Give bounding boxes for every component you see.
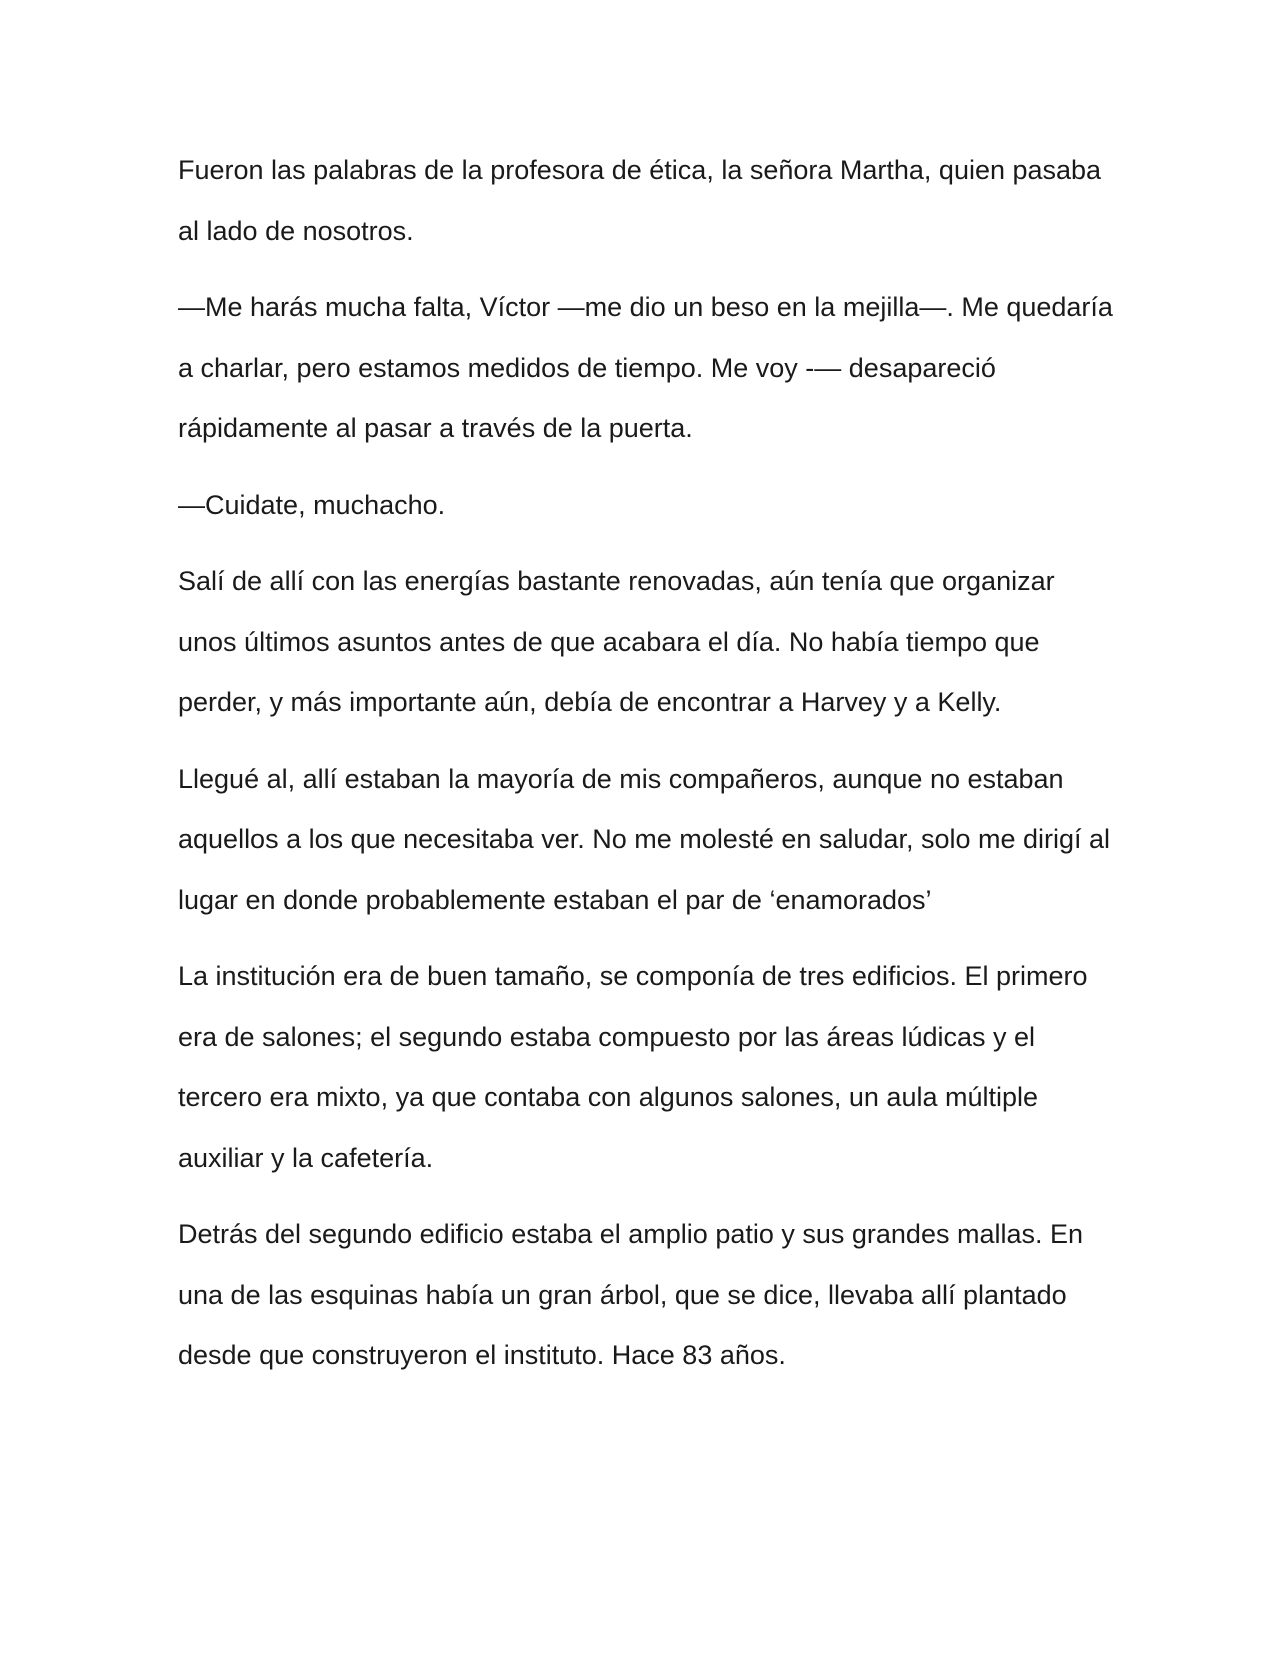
paragraph: Salí de allí con las energías bastante renovadas, aún tenía que organizar unos últimos asuntos antes de que acabara el día. No había tiempo que perder, y más importante aún, debía de encontrar a Harvey y a Kelly. bbox=[178, 566, 1055, 717]
paragraph: Fueron las palabras de la profesora de ética, la señora Martha, quien pasaba al lado de nosotros. bbox=[178, 155, 1102, 246]
paragraph: —Cuidate, muchacho. bbox=[178, 489, 446, 520]
paragraph: La institución era de buen tamaño, se componía de tres edificios. El primero era de salones; el segundo estaba compuesto por las áreas lúdicas y el tercero era mixto, ya que contaba con algunos salones, un aula múltiple auxiliar y la cafetería. bbox=[178, 961, 1088, 1173]
paragraph: Detrás del segundo edificio estaba el amplio patio y sus grandes mallas. En una de las esquinas había un gran árbol, que se dice, llevaba allí plantado desde que construyeron el instituto. Hace 83 años. bbox=[178, 1219, 1084, 1370]
paragraph: —Me harás mucha falta, Víctor —me dio un beso en la mejilla—. Me quedaría a charlar, pero estamos medidos de tiempo. Me voy -— desapareció rápidamente al pasar a través de la puerta. bbox=[178, 292, 1113, 443]
paragraph: Llegué al, allí estaban la mayoría de mis compañeros, aunque no estaban aquellos a los que necesitaba ver. No me molesté en saludar, solo me dirigí al lugar en donde probablemente estaban el par de ‘enamorados’ bbox=[178, 763, 1111, 915]
text-body bbox=[178, 140, 1113, 1402]
